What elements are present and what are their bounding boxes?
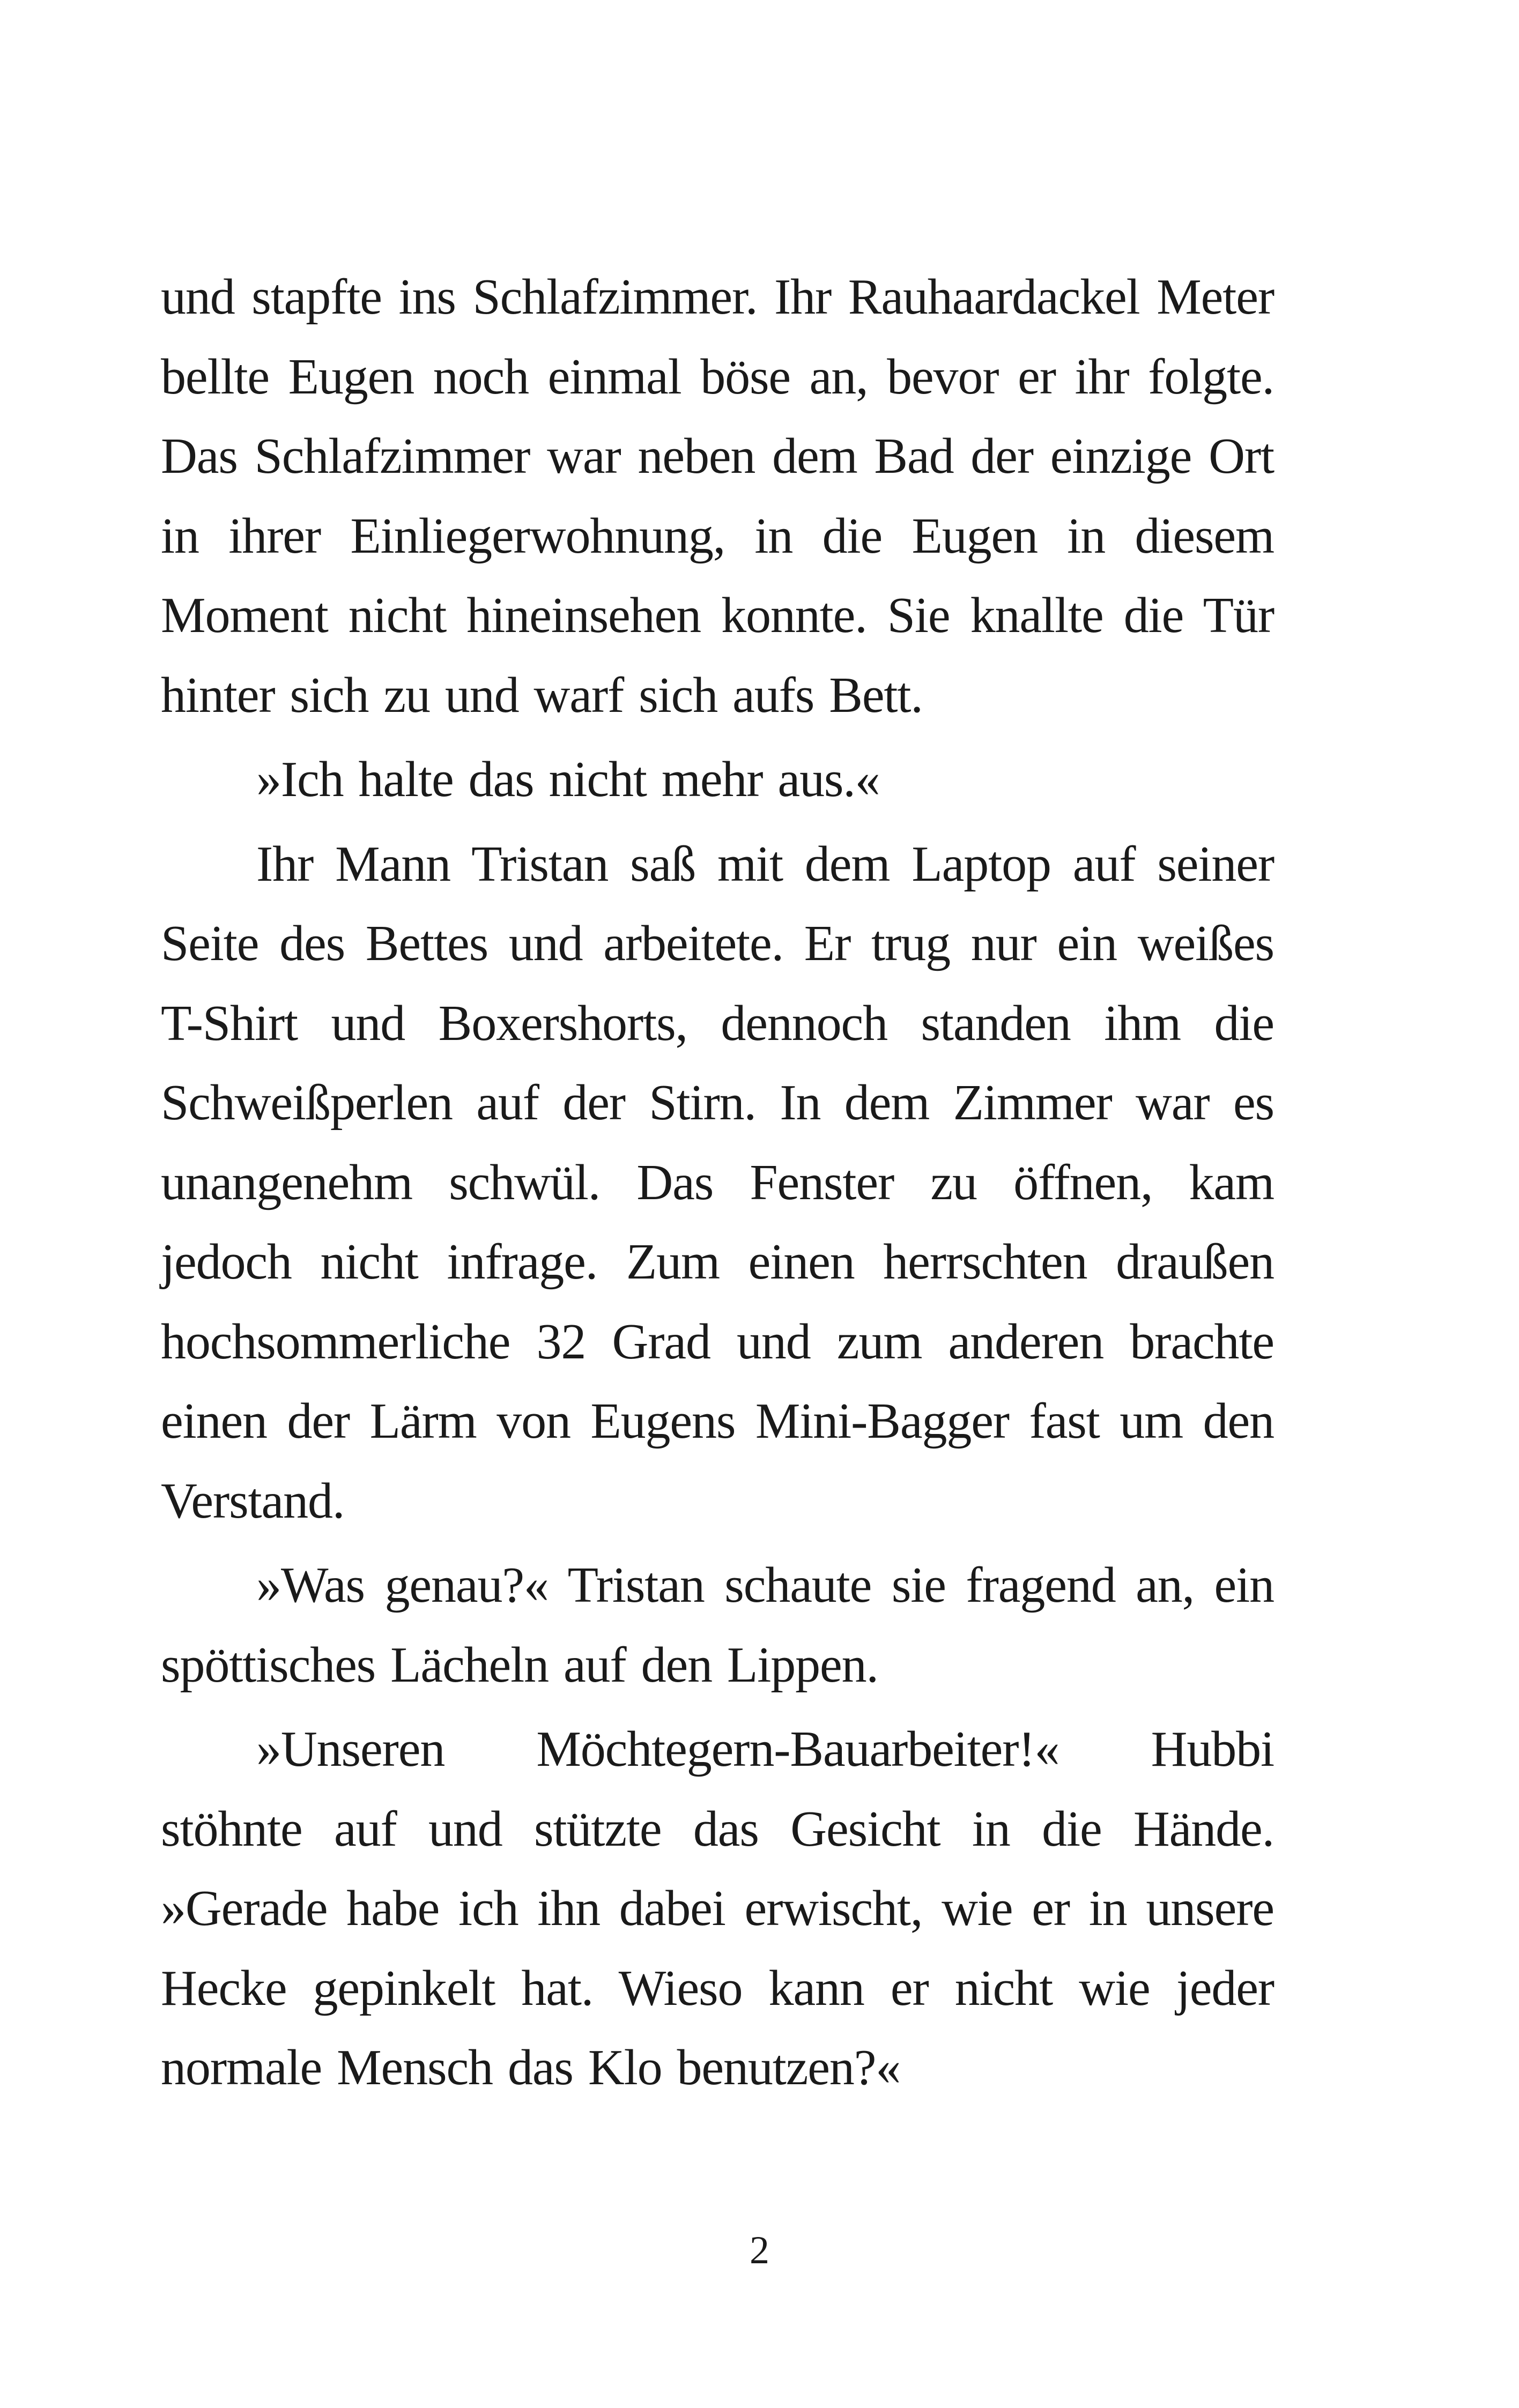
- paragraph-4: »Was genau?« Tristan schaute sie fragend an, ein spöttisches Lächeln auf den Lippen.: [161, 1557, 1274, 1693]
- paragraph-2: »Ich halte das nicht mehr aus.«: [256, 752, 880, 807]
- body-text: [161, 257, 1274, 2113]
- paragraph-3: Ihr Mann Tristan saß mit dem Laptop auf seiner Seite des Bettes und arbeitete. Er trug nur ein weißes T-Shirt und Boxershorts, dennoch standen ihm die Schweißperlen auf der Stirn. In dem Zimmer war es unangenehm schwül. Das Fenster zu öffnen, kam jedoch nicht infrage. Zum einen herrschten draußen hochsommerliche 32 Grad und zum anderen brachte einen der Lärm von Eugens Mini-Bagger fast um den Verstand.: [161, 836, 1274, 1529]
- paragraph-1: und stapfte ins Schlafzimmer. Ihr Rauhaardackel Meter bellte Eugen noch einmal böse an, bevor er ihr folgte. Das Schlafzimmer war neben dem Bad der einzige Ort in ihrer Einliegerwohnung, in die Eugen in diesem Moment nicht hineinsehen konnte. Sie knallte die Tür hinter sich zu und warf sich aufs Bett.: [161, 269, 1274, 723]
- page-number: 2: [750, 2228, 769, 2272]
- paragraph-5: »Unseren Möchtegern-Bauarbeiter!« Hubbi stöhnte auf und stützte das Gesicht in die Hände. »Gerade habe ich ihn dabei erwischt, wie er in unsere Hecke gepinkelt hat. Wieso kann er nicht wie jeder normale Mensch das Klo benutzen?«: [161, 1721, 1274, 2095]
